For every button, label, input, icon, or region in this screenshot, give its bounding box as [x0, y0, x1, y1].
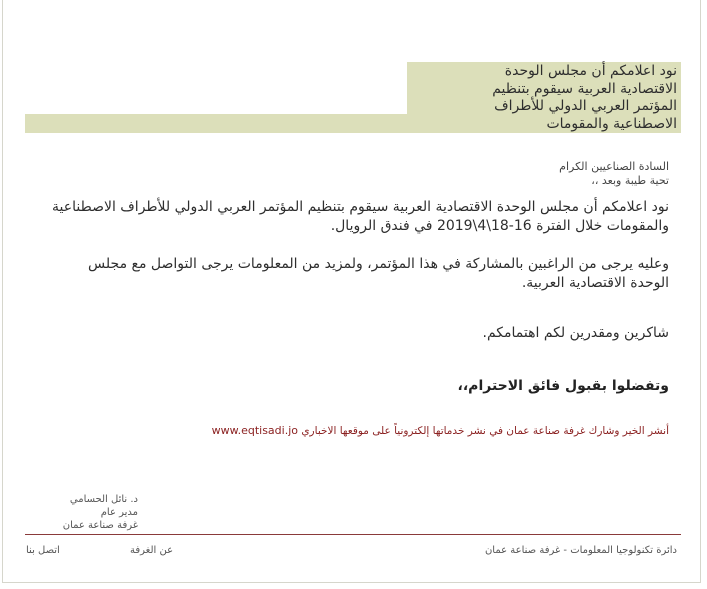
promo-link[interactable]: www.eqtisadi.jo: [211, 424, 298, 437]
footer-about-link[interactable]: عن الغرفة: [130, 545, 174, 556]
banner-line: نود اعلامكم أن مجلس الوحدة: [504, 63, 677, 79]
banner-line: الاقتصادية العربية سيقوم بتنظيم: [492, 80, 677, 97]
banner-line: المؤتمر العربي الدولي للأطراف: [494, 98, 677, 114]
body-paragraph-1: نود اعلامكم أن مجلس الوحدة الاقتصادية العربية سيقوم بتنظيم المؤتمر العربي الدولي للأطراف الاصطناعية والمقومات خلال الفترة 16-18\4\2019 في فندق الرويال.: [52, 199, 669, 234]
salutation: [559, 160, 669, 188]
salutation-line: السادة الصناعيين الكرام: [559, 160, 669, 173]
promo-line: [212, 424, 669, 437]
banner-headline: [377, 63, 677, 133]
promo-text: أنشر الخير وشارك غرفة صناعة عمان في نشر خدماتها إلكترونياً على موقعها الاخباري: [301, 425, 669, 437]
footer-divider: [25, 534, 681, 535]
banner-line: الاصطناعية والمقومات: [546, 115, 677, 132]
salutation-greeting: تحية طيبة وبعد ،،: [591, 174, 669, 187]
signature-block: [28, 493, 138, 532]
footer-department: دائرة تكنولوجيا المعلومات - غرفة صناعة عمان: [484, 545, 677, 556]
thanks-text: شاكرين ومقدرين لكم اهتمامكم.: [482, 325, 669, 341]
signature-org: غرفة صناعة عمان: [62, 520, 138, 531]
closing-text: وتفضلوا بقبول فائق الاحترام،،: [457, 378, 669, 394]
signature-name: د. نائل الحسامي: [69, 494, 138, 505]
body-paragraph-2: وعليه يرجى من الراغبين بالمشاركة في هذا المؤتمر، ولمزيد من المعلومات يرجى التواصل مع مجلس الوحدة الاقتصادية العربية.: [88, 256, 669, 291]
signature-title: مدير عام: [100, 507, 138, 518]
footer-contact-link[interactable]: اتصل بنا: [26, 545, 60, 556]
